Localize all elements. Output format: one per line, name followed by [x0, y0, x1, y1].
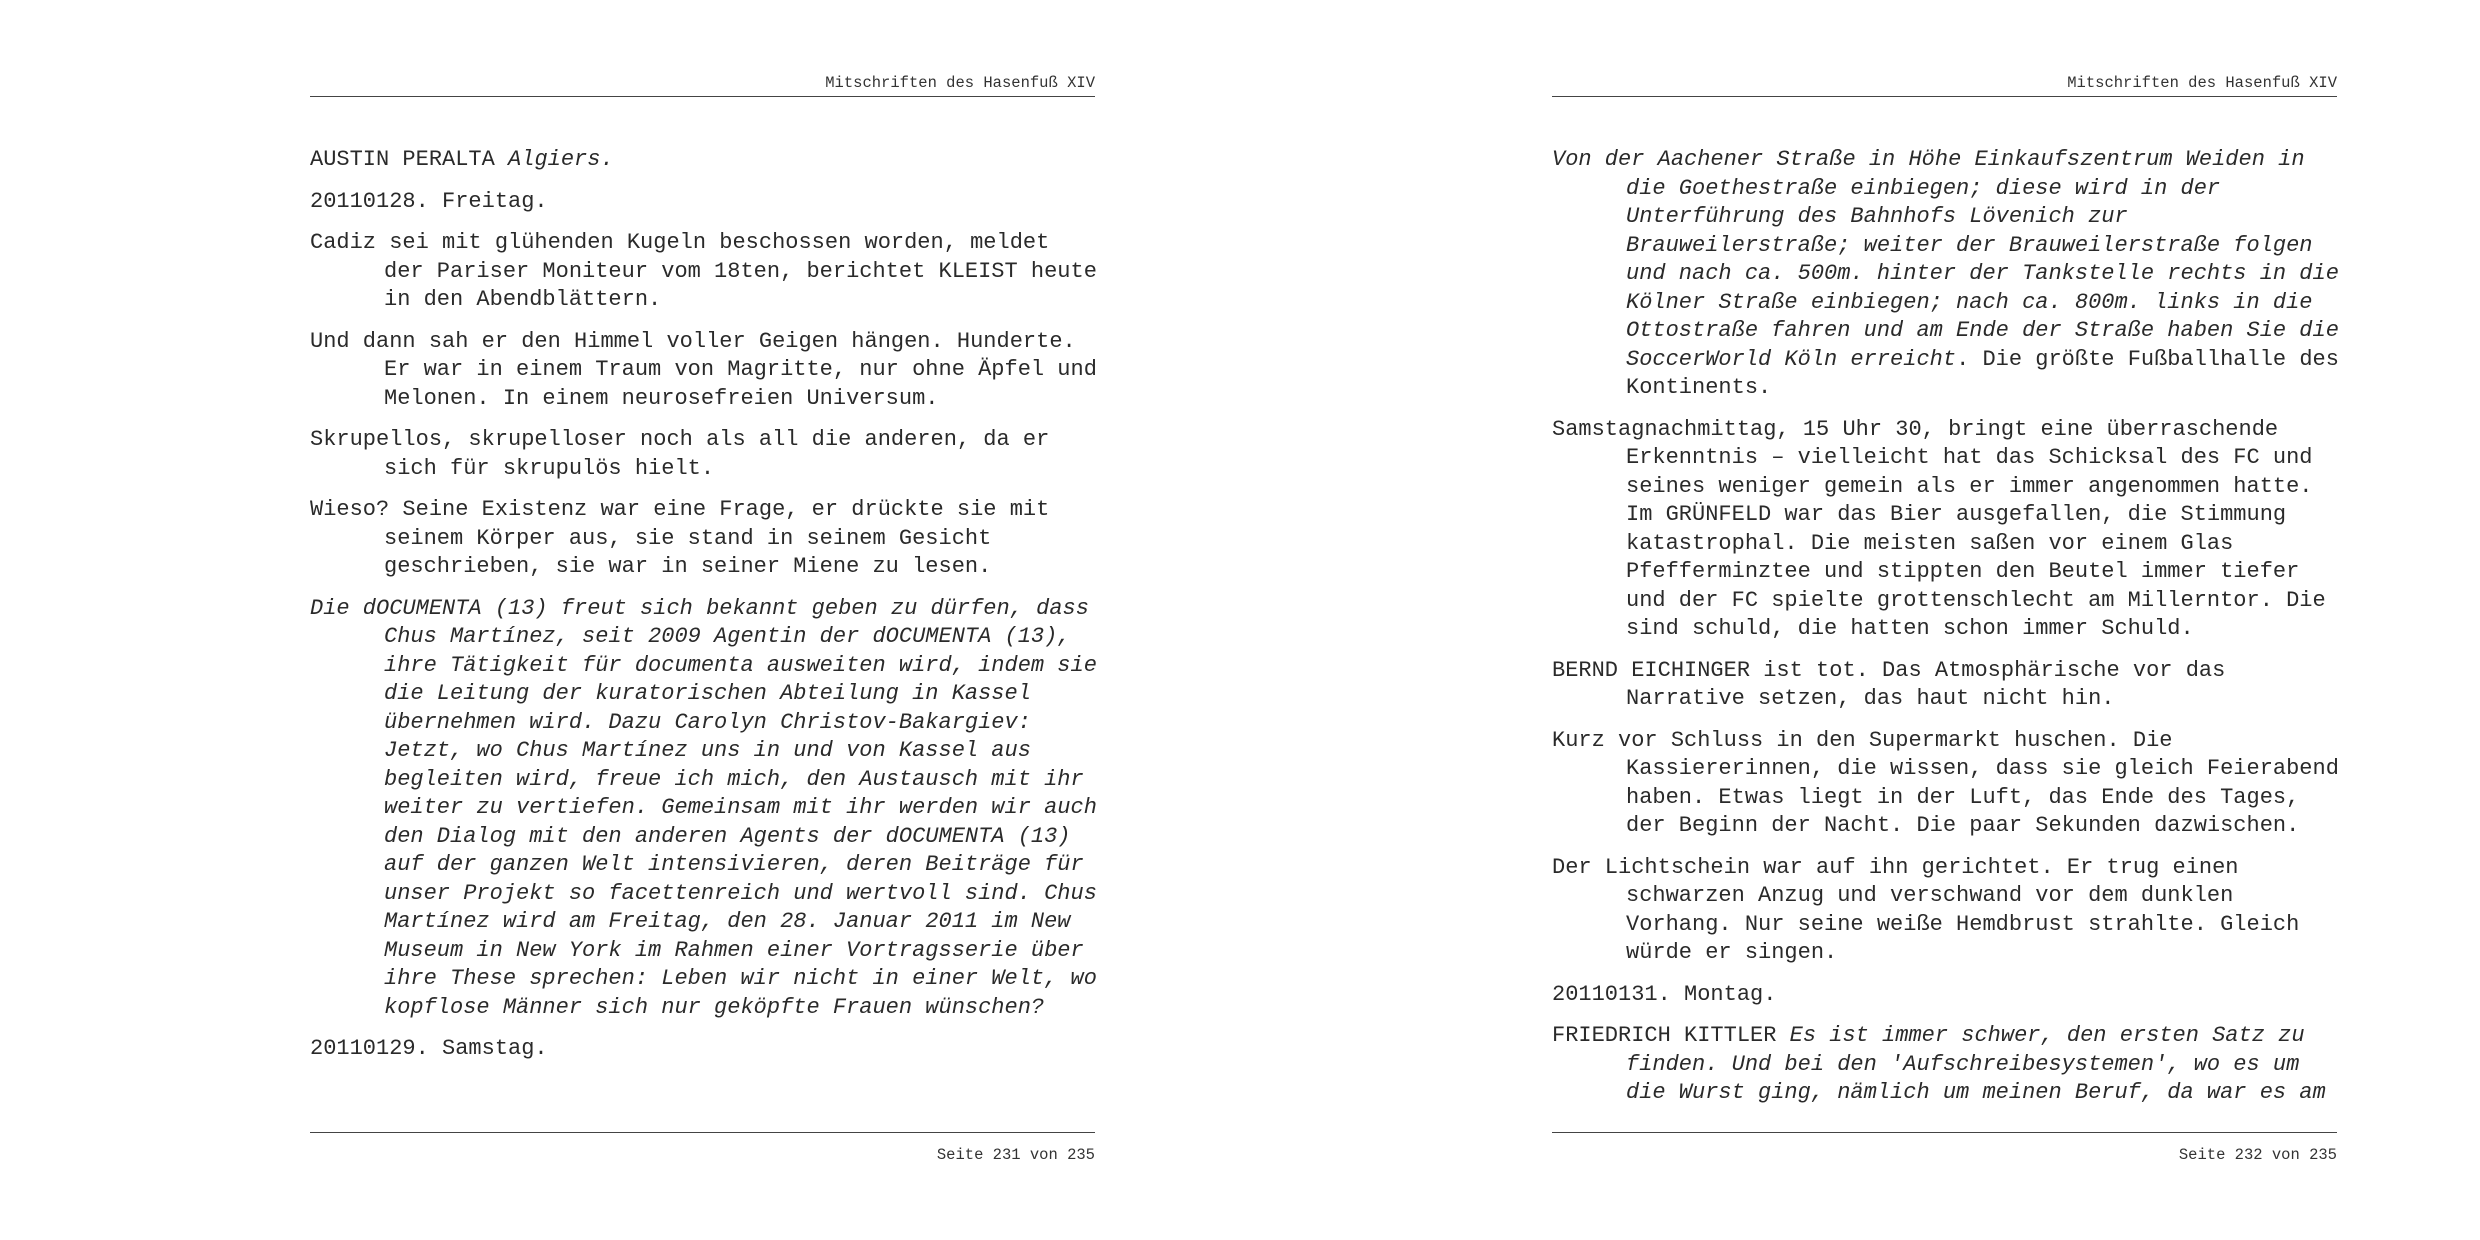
text-span: 20110131. Montag.: [1552, 981, 1777, 1007]
page-number: Seite 231 von 235: [936, 1146, 1095, 1164]
paragraph: [310, 496, 1100, 582]
paragraph: [1552, 727, 2342, 841]
text-span: . Die größte Fußballhalle des Kontinents.: [1626, 346, 2339, 400]
text-span: Der Lichtschein war auf ihn gerichtet. Er trug einen schwarzen Anzug und verschwand vor dem dunklen Vorhang. Nur seine weiße Hemdbrust strahlte. Gleich würde er singen.: [1552, 854, 2300, 965]
text-span: Kurz vor Schluss in den Supermarkt huschen. Die Kassiererinnen, die wissen, dass sie gleich Feierabend haben. Etwas liegt in der Luft, das Ende des Tages, der Beginn der Nacht. Die paar Sekunden dazwischen.: [1552, 727, 2339, 838]
text-span: Samstagnachmittag, 15 Uhr 30, bringt eine überraschende Erkenntnis – vielleicht hat das Schicksal des FC und seines weniger gemein als er immer angenommen hatte. Im GRÜNFELD war das Bier ausgefallen, die Stimmung katastrophal. Die meisten saßen vor einem Glas Pfefferminztee und stippten den Beutel immer tiefer und der FC spielte grottenschlecht am Millerntor. Die sind schuld, die hatten schon immer Schuld.: [1552, 416, 2326, 641]
text-span: FRIEDRICH KITTLER: [1552, 1023, 1790, 1048]
text-span: AUSTIN PERALTA: [310, 147, 509, 172]
paragraph: [1552, 981, 2342, 1010]
page-header: Mitschriften des Hasenfuß XIV: [825, 74, 1095, 92]
page-body: [1552, 146, 2342, 1121]
paragraph: [310, 328, 1100, 414]
text-span: 20110128. Freitag.: [310, 188, 548, 214]
text-span: Und dann sah er den Himmel voller Geigen hängen. Hunderte. Er war in einem Traum von Magritte, nur ohne Äpfel und Melonen. In einem neurosefreien Universum.: [310, 328, 1097, 411]
paragraph: [310, 426, 1100, 483]
text-span: BERND EICHINGER ist tot. Das Atmosphärische vor das Narrative setzen, das haut nicht hin.: [1552, 657, 2226, 711]
paragraph: [310, 229, 1100, 315]
text-span: Skrupellos, skrupelloser noch als all die anderen, da er sich für skrupulös hielt.: [310, 427, 1050, 481]
footer-rule: [1552, 1132, 2337, 1133]
paragraph: [1552, 854, 2342, 968]
italic-text: Algiers.: [508, 147, 614, 172]
page-body: [310, 146, 1100, 1077]
paragraph: [1552, 657, 2342, 714]
text-span: Cadiz sei mit glühenden Kugeln beschossen worden, meldet der Pariser Moniteur vom 18ten, berichtet KLEIST heute in den Abendblättern.: [310, 230, 1097, 312]
header-rule: [1552, 96, 2337, 97]
text-span: 20110129. Samstag.: [310, 1036, 548, 1061]
italic-text: Die dOCUMENTA (13) freut sich bekannt geben zu dürfen, dass Chus Martínez, seit 2009 Agentin der dOCUMENTA (13), ihre Tätigkeit für documenta ausweiten wird, indem sie die Leitung der kuratorischen Abteilung in Kassel übernehmen wird. Dazu Carolyn Christov-Bakargiev: Jetzt, wo Chus Martínez uns in und von Kassel aus begleiten wird, freue ich mich, den Austausch mit ihr weiter zu vertiefen. Gemeinsam mit ihr werden wir auch den Dialog mit den anderen Agents der dOCUMENTA (13) auf der ganzen Welt intensivieren, deren Beiträge für unser Projekt so facettenreich und wertvoll sind. Chus Martínez wird am Freitag, den 28. Januar 2011 im New Museum in New York im Rahmen einer Vortragsserie über ihre These sprechen: Leben wir nicht in einer Welt, wo kopflose Männer sich nur geköpfte Frauen wünschen?: [310, 595, 1097, 1020]
italic-text: Von der Aachener Straße in Höhe Einkaufszentrum Weiden in die Goethestraße einbiegen; diese wird in der Unterführung des Bahnhofs Lövenich zur Brauweilerstraße; weiter der Brauweilerstraße folgen und nach ca. 500m. hinter der Tankstelle rechts in die Kölner Straße einbiegen; nach ca. 800m. links in die Ottostraße fahren und am Ende der Straße haben Sie die SoccerWorld Köln erreicht: [1552, 147, 2339, 372]
page-right: [1552, 0, 2347, 1240]
paragraph: [310, 146, 1100, 175]
paragraph: [1552, 146, 2342, 403]
paragraph: [310, 1035, 1100, 1064]
text-span: Wieso? Seine Existenz war eine Frage, er drückte sie mit seinem Körper aus, sie stand in seinem Gesicht geschrieben, sie war in seiner Miene zu lesen.: [310, 497, 1050, 579]
paragraph: [310, 595, 1100, 1023]
italic-text: Es ist immer schwer, den ersten Satz zu finden. Und bei den 'Aufschreibesystemen', wo es um die Wurst ging, nämlich um meinen Beruf, da war es am: [1626, 1023, 2326, 1105]
paragraph: [310, 188, 1100, 217]
page-number: Seite 232 von 235: [2178, 1146, 2337, 1164]
page-left: [310, 0, 1105, 1240]
footer-rule: [310, 1132, 1095, 1133]
paragraph: [1552, 416, 2342, 644]
page-header: Mitschriften des Hasenfuß XIV: [2067, 74, 2337, 92]
header-rule: [310, 96, 1095, 97]
paragraph: [1552, 1022, 2342, 1108]
